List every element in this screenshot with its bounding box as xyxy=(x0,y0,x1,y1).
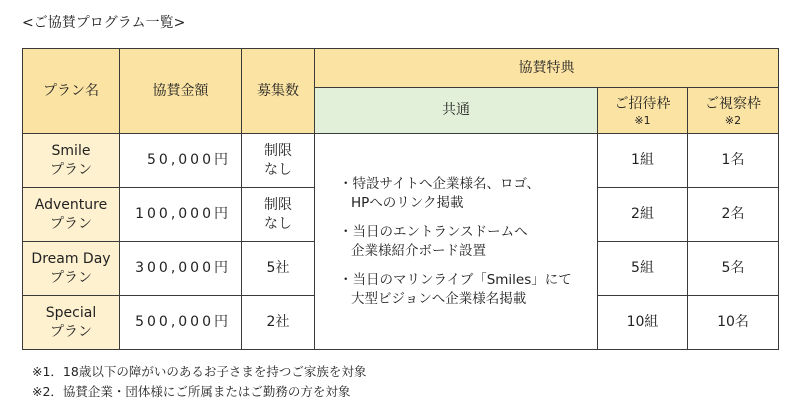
visit-cell: 5名 xyxy=(688,242,779,296)
footnotes xyxy=(32,362,366,402)
visit-cell: 1名 xyxy=(688,134,779,188)
header-benefits: 協賛特典 xyxy=(315,49,779,88)
common-benefit-line2: 大型ビジョンへ企業様名掲載 xyxy=(351,290,527,307)
header-visit-label: ご視察枠 xyxy=(705,95,761,112)
common-benefit-line1: ・特設サイトへ企業様名、ロゴ、 xyxy=(339,175,541,192)
common-benefit-item xyxy=(339,271,597,309)
slots-line2: なし xyxy=(264,215,292,232)
plan-name-en: Smile xyxy=(51,142,91,159)
plan-name-en: Dream Day xyxy=(31,250,111,267)
header-common: 共通 xyxy=(315,88,598,134)
slots-line1: 制限 xyxy=(264,142,292,159)
common-benefit-line1: ・当日のマリンライブ「Smiles」にて xyxy=(339,271,572,288)
slots-cell: 2社 xyxy=(242,296,315,350)
header-invite-note: ※1 xyxy=(634,113,651,127)
plan-name-en: Special xyxy=(45,304,97,321)
header-visit xyxy=(688,88,779,134)
sponsor-program-table xyxy=(22,48,779,350)
common-benefit-item xyxy=(339,223,597,261)
plan-name-jp: プラン xyxy=(50,269,92,286)
slots-line2: なし xyxy=(264,161,292,178)
plan-name-cell xyxy=(23,134,120,188)
page-title: <ご協賛プログラム一覧> xyxy=(22,15,186,31)
common-benefit-line2: 企業様紹介ボード設置 xyxy=(351,242,486,259)
header-amount: 協賛金額 xyxy=(120,49,242,134)
table-row xyxy=(23,134,779,188)
plan-name-cell xyxy=(23,242,120,296)
invite-cell: 1組 xyxy=(598,134,688,188)
amount-cell: 500,000円 xyxy=(120,296,242,350)
header-slots: 募集数 xyxy=(242,49,315,134)
footnote-2: ※2．協賛企業・団体様にご所属またはご勤務の方を対象 xyxy=(32,384,351,399)
header-plan-name: プラン名 xyxy=(23,49,120,134)
invite-cell: 5組 xyxy=(598,242,688,296)
slots-line1: 制限 xyxy=(264,196,292,213)
header-visit-note: ※2 xyxy=(724,113,742,127)
plan-name-jp: プラン xyxy=(50,215,92,232)
amount-cell: 300,000円 xyxy=(120,242,242,296)
plan-name-jp: プラン xyxy=(50,161,92,178)
header-invite xyxy=(598,88,688,134)
slots-cell xyxy=(242,188,315,242)
common-benefit-line2: HPへのリンク掲載 xyxy=(351,194,464,211)
slots-cell xyxy=(242,134,315,188)
visit-cell: 10名 xyxy=(688,296,779,350)
amount-cell: 100,000円 xyxy=(120,188,242,242)
plan-name-cell xyxy=(23,188,120,242)
footnote-1: ※1．18歳以下の障がいのあるお子さまを持つご家族を対象 xyxy=(32,364,367,379)
visit-cell: 2名 xyxy=(688,188,779,242)
invite-cell: 2組 xyxy=(598,188,688,242)
plan-name-cell xyxy=(23,296,120,350)
slots-cell: 5社 xyxy=(242,242,315,296)
amount-cell: 50,000円 xyxy=(120,134,242,188)
common-benefit-line1: ・当日のエントランスドームへ xyxy=(339,223,528,240)
header-invite-label: ご招待枠 xyxy=(614,95,671,112)
common-benefits-cell xyxy=(315,134,598,350)
common-benefit-item xyxy=(339,175,597,213)
plan-name-jp: プラン xyxy=(50,323,92,340)
invite-cell: 10組 xyxy=(598,296,688,350)
plan-name-en: Adventure xyxy=(34,196,108,213)
